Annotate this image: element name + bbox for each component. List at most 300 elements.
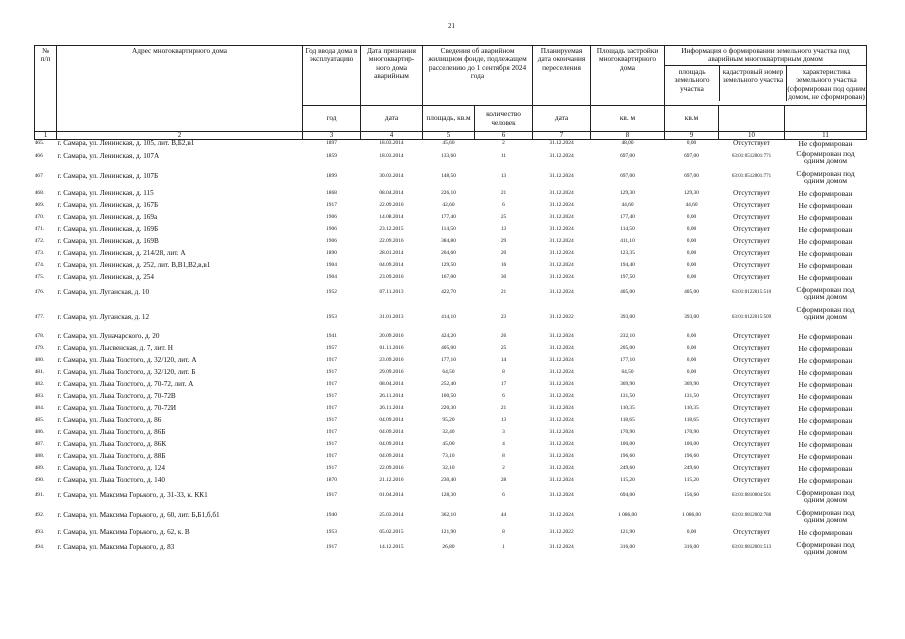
row-planned-date: 31.12.2022 (549, 313, 574, 320)
row-recognition-date: 22.09.2016 (379, 201, 404, 208)
row-address: г. Самара, ул. Лысвенская, д. 7, лит. Н (57, 344, 173, 352)
row-building-area: 196,60 (620, 452, 635, 459)
row-area: 362,10 (441, 511, 456, 518)
row-cadastral: 63:01:0122015:509 (731, 314, 772, 320)
col-header-year: Год ввода дома в эксплуатацию (303, 46, 361, 106)
row-number: 474. (34, 261, 45, 268)
col-number: 11 (785, 132, 867, 140)
table-row (35, 306, 867, 333)
row-cadastral: Отсутствует (733, 452, 770, 460)
row-characteristic: Не сформирован (798, 428, 853, 437)
row-land-area: 0,00 (686, 368, 697, 375)
table-body (35, 140, 867, 561)
table-row (35, 345, 867, 357)
row-planned-date: 31.12.2024 (549, 476, 574, 483)
row-characteristic: Не сформирован (798, 249, 853, 258)
row-planned-date: 31.12.2022 (549, 528, 574, 535)
table-row (35, 333, 867, 345)
row-cadastral: Отсутствует (733, 356, 770, 364)
row-characteristic: Не сформирован (798, 139, 853, 148)
row-building-area: 205,00 (620, 344, 635, 351)
row-land-area: 131,50 (684, 392, 699, 399)
row-cadastral: Отсутствует (733, 237, 770, 245)
row-cadastral: Отсутствует (733, 404, 770, 412)
row-planned-date: 31.12.2024 (549, 249, 574, 256)
row-address: г. Самара, ул. Ленинская, д. 167Б (57, 201, 159, 209)
row-people: 28 (500, 476, 507, 483)
col-header-land-group (665, 46, 867, 106)
row-people: 3 (502, 428, 505, 435)
row-area: 226,10 (441, 189, 456, 196)
row-people: 25 (500, 213, 507, 220)
row-cadastral: 63:01:0812001:513 (731, 544, 772, 550)
row-building-area: 316,00 (620, 543, 635, 550)
row-area: 45,00 (442, 440, 455, 447)
row-building-area: 177,10 (620, 356, 635, 363)
row-recognition-date: 08.04.2014 (379, 189, 404, 196)
row-recognition-date: 04.09.2014 (379, 440, 404, 447)
row-address: г. Самара, ул. Льва Толстого, д. 88Б (57, 452, 166, 460)
row-people: 29 (500, 237, 507, 244)
row-land-area: 0,00 (686, 237, 697, 244)
row-number: 480. (34, 356, 45, 363)
row-characteristic: Не сформирован (798, 237, 853, 246)
row-land-area: 0,00 (686, 332, 697, 339)
col-number: 2 (57, 132, 303, 140)
row-building-area: 393,00 (620, 313, 635, 320)
row-area: 177,40 (441, 213, 456, 220)
row-number: 494. (34, 543, 45, 550)
row-address: г. Самара, ул. Ленинская, д. 107А (57, 151, 160, 160)
row-people: 4 (502, 440, 505, 447)
row-people: 14 (500, 356, 507, 363)
row-area: 114,50 (441, 225, 456, 232)
row-building-area: 411,10 (620, 237, 635, 244)
row-planned-date: 31.12.2024 (549, 452, 574, 459)
row-number: 469. (34, 201, 45, 208)
row-land-area: 44,60 (685, 201, 698, 208)
page-number: 21 (448, 22, 455, 30)
row-number: 490. (34, 476, 45, 483)
emergency-housing-table (34, 45, 867, 561)
row-people: 21 (500, 404, 507, 411)
unit-date2: дата (533, 106, 591, 132)
row-year: 1917 (326, 491, 337, 498)
row-land-area: 405,00 (684, 288, 699, 295)
row-people: 13 (500, 172, 507, 179)
row-year: 1941 (326, 332, 337, 339)
row-land-area: 115,20 (684, 476, 699, 483)
row-land-area: 1 086,00 (682, 511, 701, 518)
row-land-area: 0,00 (686, 344, 697, 351)
row-people: 2 (502, 464, 505, 471)
row-characteristic: Сформирован под одним домом (796, 169, 855, 186)
table-row (35, 262, 867, 274)
row-number: 475. (34, 273, 45, 280)
table-row (35, 417, 867, 429)
row-year: 1917 (326, 464, 337, 471)
row-planned-date: 31.12.2024 (549, 464, 574, 471)
row-cadastral: Отсутствует (733, 332, 770, 340)
row-year: 1904 (326, 261, 337, 268)
row-year: 1870 (326, 476, 337, 483)
row-area: 73,10 (442, 452, 455, 459)
row-planned-date: 31.12.2024 (549, 511, 574, 518)
row-building-area: 697,00 (620, 172, 635, 179)
row-year: 1906 (326, 213, 337, 220)
row-address: г. Самара, ул. Ленинская, д. 107Б (57, 171, 159, 180)
row-address: г. Самара, ул. Максима Горького, д. 83 (57, 542, 175, 551)
row-building-area: 170,90 (620, 428, 635, 435)
row-year: 1940 (326, 511, 337, 518)
table-row (35, 238, 867, 250)
unit-blank-cad (719, 106, 785, 132)
table-row (35, 477, 867, 489)
col-number: 3 (303, 132, 361, 140)
row-address: г. Самара, ул. Ленинская, д. 252, лит. В,В1,В2,в,в1 (57, 261, 211, 269)
row-land-area: 170,90 (684, 428, 699, 435)
row-land-area: 0,00 (686, 356, 697, 363)
row-building-area: 129,30 (620, 189, 635, 196)
table-row (35, 429, 867, 441)
row-area: 414,10 (441, 313, 456, 320)
row-area: 167,00 (441, 273, 456, 280)
row-number: 484. (34, 404, 45, 411)
row-characteristic: Не сформирован (798, 476, 853, 485)
row-people: 6 (502, 491, 505, 498)
row-recognition-date: 23.12.2015 (379, 225, 404, 232)
row-characteristic: Сформирован под одним домом (796, 149, 855, 166)
row-building-area: 118,65 (620, 416, 635, 423)
row-area: 64,50 (442, 368, 455, 375)
row-year: 1917 (326, 428, 337, 435)
row-characteristic: Не сформирован (798, 440, 853, 449)
row-year: 1917 (326, 440, 337, 447)
row-planned-date: 31.12.2024 (549, 189, 574, 196)
table-row (35, 541, 867, 561)
table-row (35, 381, 867, 393)
row-number: 467 (34, 172, 43, 179)
table-row (35, 369, 867, 381)
row-recognition-date: 23.09.2016 (379, 273, 404, 280)
row-building-area: 177,40 (620, 213, 635, 220)
row-cadastral: Отсутствует (733, 440, 770, 448)
row-address: г. Самара, ул. Льва Толстого, д. 86Б (57, 428, 166, 436)
row-characteristic: Сформирован под одним домом (796, 540, 855, 557)
table-row (35, 250, 867, 262)
table-row (35, 226, 867, 238)
row-address: г. Самара, ул. Льва Толстого, д. 86К (57, 440, 167, 448)
row-land-area: 129,30 (684, 189, 699, 196)
table-row (35, 393, 867, 405)
row-land-area: 393,00 (684, 313, 699, 320)
row-cadastral: Отсутствует (733, 476, 770, 484)
table-row (35, 202, 867, 214)
row-people: 6 (502, 201, 505, 208)
row-number: 488. (34, 452, 45, 459)
col-number: 6 (475, 132, 533, 140)
row-planned-date: 31.12.2024 (549, 344, 574, 351)
row-cadastral: Отсутствует (733, 213, 770, 221)
row-area: 45,60 (442, 140, 455, 146)
col-header-land-area: площадь земельного участка (665, 66, 720, 102)
row-year: 1906 (326, 225, 337, 232)
row-characteristic: Не сформирован (798, 225, 853, 234)
row-characteristic: Не сформирован (798, 273, 853, 282)
row-address: г. Самара, ул. Льва Толстого, д. 32/120, лит. А (57, 356, 197, 364)
row-area: 32,40 (442, 428, 455, 435)
table-row (35, 214, 867, 226)
row-planned-date: 31.12.2024 (549, 288, 574, 295)
row-building-area: 249,60 (620, 464, 635, 471)
row-recognition-date: 05.02.2015 (379, 528, 404, 535)
row-recognition-date: 07.11.2013 (379, 288, 404, 295)
row-people: 8 (502, 368, 505, 375)
col-number: 9 (665, 132, 719, 140)
row-land-area: 0,00 (686, 249, 697, 256)
row-land-area: 0,00 (686, 225, 697, 232)
row-area: 129,50 (441, 261, 456, 268)
row-year: 1917 (326, 392, 337, 399)
row-address: г. Самара, ул. Ленинская, д. 169Б (57, 225, 159, 233)
row-recognition-date: 29.09.2016 (379, 368, 404, 375)
row-building-area: 121,90 (620, 528, 635, 535)
table-row (35, 357, 867, 369)
row-planned-date: 31.12.2024 (549, 416, 574, 423)
row-building-area: 64,50 (621, 368, 634, 375)
row-people: 17 (500, 380, 507, 387)
row-cadastral: Отсутствует (733, 273, 770, 281)
table-row (35, 441, 867, 453)
col-header-address: Адрес многоквартирного дома (57, 46, 303, 132)
col-header-resettlement-info: Сведения об аварийном жилищном фонде, подлежащем расселению до 1 сентября 2024 года (423, 46, 533, 106)
row-cadastral: 63:01:0812002:788 (731, 512, 772, 518)
row-people: 16 (500, 261, 507, 268)
row-address: г. Самара, ул. Максима Горького, д. 31-33, к. КК1 (57, 490, 208, 499)
row-people: 13 (500, 416, 507, 423)
row-year: 1890 (326, 249, 337, 256)
row-characteristic: Сформирован под одним домом (796, 285, 855, 302)
row-land-area: 0,00 (686, 273, 697, 280)
row-planned-date: 31.12.2024 (549, 332, 574, 339)
row-address: г. Самара, ул. Льва Толстого, д. 32/120, лит. Б (57, 368, 196, 376)
row-number: 468. (34, 189, 45, 196)
row-number: 478. (34, 332, 45, 339)
row-building-area: 1 086,00 (618, 511, 637, 518)
row-planned-date: 31.12.2024 (549, 213, 574, 220)
row-recognition-date: 23.09.2016 (379, 356, 404, 363)
row-address: г. Самара, ул. Льва Толстого, д. 70-72, лит. А (57, 380, 194, 388)
row-planned-date: 31.12.2024 (549, 380, 574, 387)
col-header-characteristic: характеристика земельного участка (сформирован под одним домом, не сформирован) (787, 66, 866, 102)
row-land-area: 249,60 (684, 464, 699, 471)
table-row (35, 489, 867, 509)
table-row (35, 140, 867, 150)
row-people: 6 (502, 392, 505, 399)
row-characteristic: Сформирован под одним домом (796, 508, 855, 525)
row-characteristic: Не сформирован (798, 201, 853, 210)
row-year: 1917 (326, 543, 337, 550)
row-cadastral: Отсутствует (733, 249, 770, 257)
row-year: 1899 (326, 172, 337, 179)
row-building-area: 697,00 (620, 152, 635, 159)
row-address: г. Самара, ул. Ленинская, д. 169а (57, 213, 158, 221)
row-cadastral: Отсутствует (733, 528, 770, 536)
row-address: г. Самара, ул. Ленинская, д. 115 (57, 189, 154, 197)
row-recognition-date: 14.12.2015 (379, 543, 404, 550)
col-number: 7 (533, 132, 591, 140)
table-row (35, 274, 867, 286)
row-planned-date: 31.12.2024 (549, 237, 574, 244)
row-recognition-date: 04.09.2014 (379, 428, 404, 435)
row-cadastral: Отсутствует (733, 189, 770, 197)
row-planned-date: 31.12.2024 (549, 152, 574, 159)
row-number: 465. (34, 140, 45, 146)
row-year: 1917 (326, 380, 337, 387)
row-planned-date: 31.12.2024 (549, 491, 574, 498)
row-area: 133,60 (441, 152, 456, 159)
row-cadastral: Отсутствует (733, 261, 770, 269)
table-row (35, 170, 867, 190)
unit-date: дата (361, 106, 423, 132)
row-building-area: 48,00 (621, 140, 634, 146)
col-header-building-area: Площадь застройки многоквартирного дома (591, 46, 665, 106)
row-number: 487. (34, 440, 45, 447)
row-building-area: 197,50 (620, 273, 635, 280)
row-land-area: 110,35 (684, 404, 699, 411)
row-number: 492. (34, 511, 45, 518)
row-people: 11 (500, 152, 507, 159)
row-characteristic: Не сформирован (798, 392, 853, 401)
row-cadastral: Отсутствует (733, 368, 770, 376)
row-address: г. Самара, ул. Луганская, д. 10 (57, 287, 150, 296)
row-planned-date: 31.12.2024 (549, 273, 574, 280)
row-address: г. Самара, ул. Льва Толстого, д. 140 (57, 476, 165, 484)
row-number: 466 (34, 152, 43, 159)
row-year: 1906 (326, 237, 337, 244)
row-building-area: 110,35 (620, 404, 635, 411)
row-planned-date: 31.12.2024 (549, 368, 574, 375)
row-year: 1952 (326, 288, 337, 295)
row-recognition-date: 01.04.2014 (379, 491, 404, 498)
row-people: 20 (500, 249, 507, 256)
row-year: 1859 (326, 152, 337, 159)
row-characteristic: Не сформирован (798, 344, 853, 353)
row-area: 384,80 (441, 237, 456, 244)
row-planned-date: 31.12.2024 (549, 225, 574, 232)
table-row (35, 405, 867, 417)
row-building-area: 694,00 (620, 491, 635, 498)
row-year: 1868 (326, 189, 337, 196)
row-planned-date: 31.12.2024 (549, 428, 574, 435)
unit-people: количество человек (475, 106, 533, 132)
row-people: 44 (500, 511, 507, 518)
row-number: 476. (34, 288, 45, 295)
row-building-area: 115,20 (620, 476, 635, 483)
row-characteristic: Не сформирован (798, 464, 853, 473)
row-cadastral: Отсутствует (733, 139, 770, 147)
col-number: 10 (719, 132, 785, 140)
row-building-area: 194,40 (620, 261, 635, 268)
row-number: 486. (34, 428, 45, 435)
row-address: г. Самара, ул. Льва Толстого, д. 86 (57, 416, 162, 424)
row-number: 477. (34, 313, 45, 320)
row-planned-date: 31.12.2024 (549, 201, 574, 208)
row-area: 252,40 (441, 380, 456, 387)
col-number: 4 (361, 132, 423, 140)
row-area: 128,30 (441, 491, 456, 498)
row-recognition-date: 28.01.2014 (379, 249, 404, 256)
row-cadastral: Отсутствует (733, 416, 770, 424)
row-recognition-date: 04.09.2014 (379, 416, 404, 423)
row-area: 230,40 (441, 476, 456, 483)
row-area: 100,50 (441, 392, 456, 399)
row-people: 8 (502, 528, 505, 535)
row-area: 32,10 (442, 464, 455, 471)
row-number: 482. (34, 380, 45, 387)
unit-sqm: кв. м (591, 106, 665, 132)
row-recognition-date: 04.09.2014 (379, 452, 404, 459)
row-cadastral: Отсутствует (733, 380, 770, 388)
row-area: 148,50 (441, 172, 456, 179)
row-recognition-date: 04.09.2014 (379, 261, 404, 268)
row-number: 489. (34, 464, 45, 471)
row-building-area: 44,60 (621, 201, 634, 208)
row-people: 21 (500, 288, 507, 295)
row-year: 1917 (326, 416, 337, 423)
row-year: 1917 (326, 356, 337, 363)
row-people: 8 (502, 452, 505, 459)
row-characteristic: Сформирован под одним домом (796, 305, 855, 322)
unit-year: год (303, 106, 361, 132)
row-recognition-date: 20.09.2016 (379, 332, 404, 339)
row-recognition-date: 31.01.2013 (379, 313, 404, 320)
row-area: 121,90 (441, 528, 456, 535)
row-recognition-date: 18.03.2014 (379, 152, 404, 159)
row-land-area: 316,00 (684, 543, 699, 550)
row-recognition-date: 08.04.2014 (379, 380, 404, 387)
row-cadastral: Отсутствует (733, 464, 770, 472)
row-address: г. Самара, ул. Луганская, д. 12 (57, 312, 150, 321)
row-characteristic: Не сформирован (798, 380, 853, 389)
row-characteristic: Не сформирован (798, 213, 853, 222)
row-cadastral: 63:01:0512001:771 (731, 153, 772, 159)
row-characteristic: Не сформирован (798, 356, 853, 365)
row-cadastral: Отсутствует (733, 344, 770, 352)
row-cadastral: Отсутствует (733, 225, 770, 233)
row-address: г. Самара, ул. Ленинская, д. 214/28, лит. А (57, 249, 186, 257)
row-people: 2 (502, 140, 505, 146)
row-year: 1917 (326, 201, 337, 208)
row-characteristic: Не сформирован (798, 368, 853, 377)
row-number: 491. (34, 491, 45, 498)
row-land-area: 697,00 (684, 152, 699, 159)
table-row (35, 286, 867, 306)
table-row (35, 465, 867, 477)
row-area: 204,60 (441, 249, 456, 256)
row-characteristic: Сформирован под одним домом (796, 488, 855, 505)
row-number: 470. (34, 213, 45, 220)
row-planned-date: 31.12.2024 (549, 261, 574, 268)
row-characteristic: Не сформирован (798, 416, 853, 425)
row-recognition-date: 26.11.2014 (379, 404, 404, 411)
row-building-area: 369,90 (620, 380, 635, 387)
row-year: 1897 (326, 140, 337, 146)
row-planned-date: 31.12.2024 (549, 140, 574, 146)
row-building-area: 131,50 (620, 392, 635, 399)
row-planned-date: 31.12.2024 (549, 172, 574, 179)
row-people: 13 (500, 225, 507, 232)
